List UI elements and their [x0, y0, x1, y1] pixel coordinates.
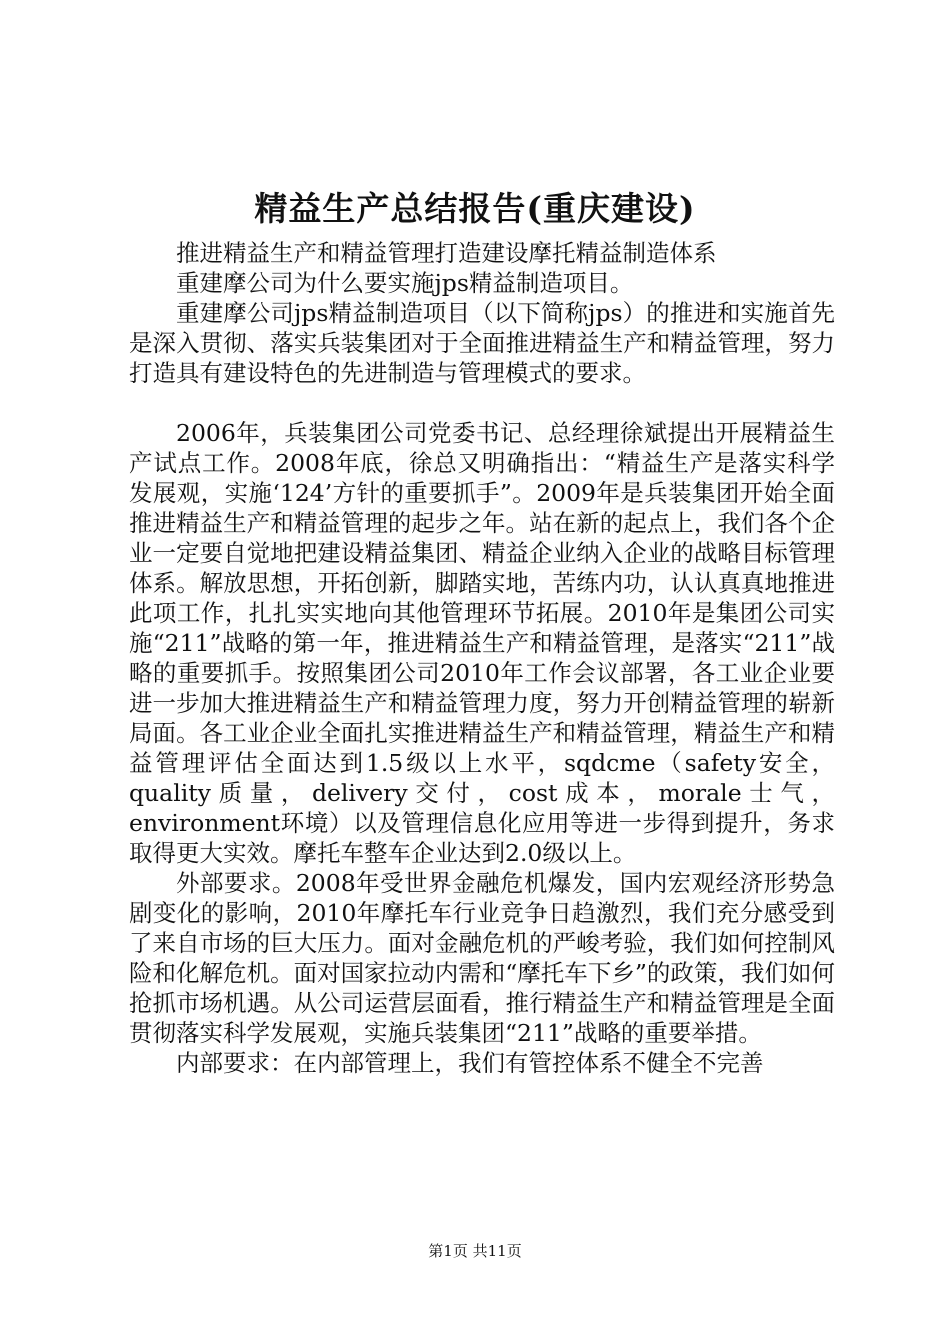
document-title: 精益生产总结报告(重庆建设): [254, 189, 696, 228]
paragraph-internal-requirements: 内部要求：在内部管理上，我们有管控体系不健全不完善: [176, 1049, 764, 1077]
paragraph-question: 重建摩公司为什么要实施jps精益制造项目。: [176, 269, 634, 297]
document-body: [129, 238, 835, 1078]
paragraph-intro: 重建摩公司jps精益制造项目（以下简称jps）的推进和实施首先是深入贯彻、落实兵装集团对于全面推进精益生产和精益管理，努力打造具有建设特色的先进制造与管理模式的要求。: [129, 299, 835, 387]
page-footer: 第1页 共11页: [428, 1242, 522, 1260]
paragraph-subtitle: 推进精益生产和精益管理打造建设摩托精益制造体系: [176, 239, 717, 267]
paragraph-history: 2006年，兵装集团公司党委书记、总经理徐斌提出开展精益生产试点工作。2008年底，徐总又明确指出：“精益生产是落实科学发展观，实施‘124’方针的重要抓手”。2009年是兵装集团开始全面推进精益生产和精益管理的起步之年。站在新的起点上，我们各个企业一定要自觉地把建设精益集团、精益企业纳入企业的战略目标管理体系。解放思想，开拓创新，脚踏实地，苦练内功，认认真真地推进此项工作，扎扎实实地向其他管理环节拓展。2010年是集团公司实施“211”战略的第一年，推进精益生产和精益管理，是落实“211”战略的重要抓手。按照集团公司2010年工作会议部署，各工业企业要进一步加大推进精益生产和精益管理力度，努力开创精益管理的崭新局面。各工业企业全面扎实推进精益生产和精益管理，精益生产和精益管理评估全面达到1.5级以上水平，sqdcme（safety安全，quality质量，delivery交付，cost成本，morale士气，environment环境）以及管理信息化应用等进一步得到提升，务求取得更大实效。摩托车整车企业达到2.0级以上。: [129, 419, 835, 867]
paragraph-external-requirements: 外部要求。2008年受世界金融危机爆发，国内宏观经济形势急剧变化的影响，2010年摩托车行业竞争日趋激烈，我们充分感受到了来自市场的巨大压力。面对金融危机的严峻考验，我们如何控制风险和化解危机。面对国家拉动内需和“摩托车下乡”的政策，我们如何抢抓市场机遇。从公司运营层面看，推行精益生产和精益管理是全面贯彻落实科学发展观，实施兵装集团“211”战略的重要举措。: [129, 869, 835, 1047]
